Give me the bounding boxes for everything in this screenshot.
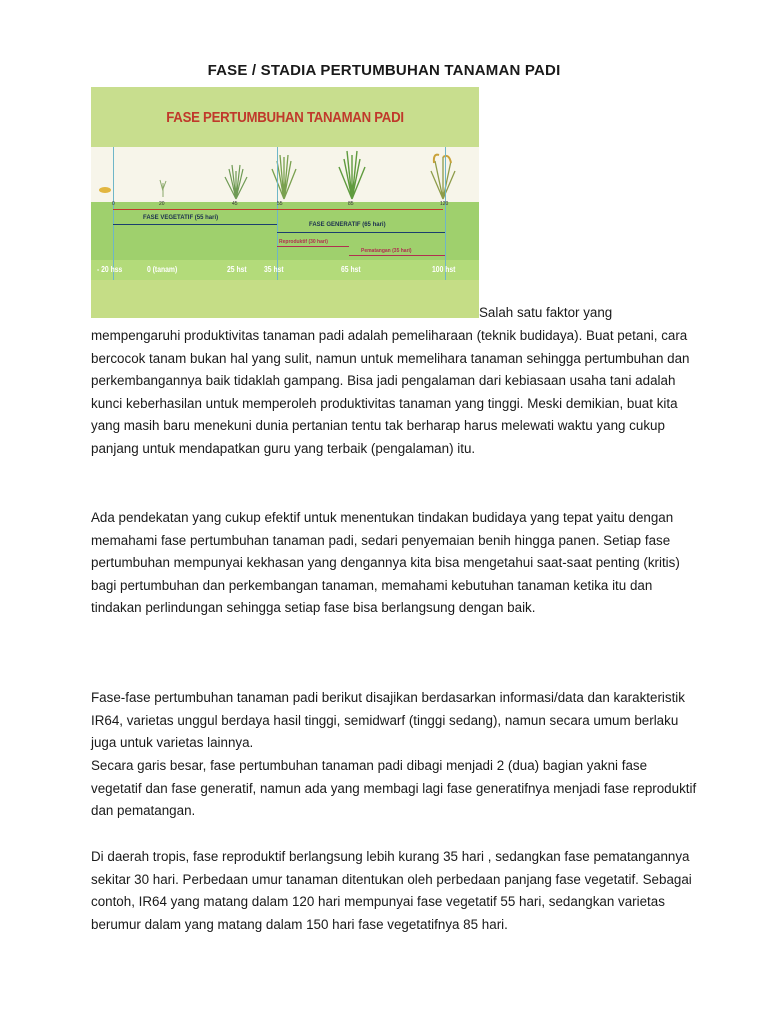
divider-line <box>277 147 278 280</box>
phase-band <box>91 202 479 260</box>
plant-stages-strip <box>91 147 479 202</box>
generative-phase-label: FASE GENERATIF (65 hari) <box>309 222 386 228</box>
figure-footer <box>91 280 479 318</box>
stage-label: 25 hst <box>227 265 247 274</box>
vegetative-phase-bar <box>113 224 277 225</box>
seedling-icon <box>160 180 166 197</box>
day-tick: 120 <box>440 201 449 207</box>
ripening-phase-label: Pematangan (35 hari) <box>361 248 412 254</box>
divider-line <box>445 147 446 280</box>
paragraph-phases: Secara garis besar, fase pertumbuhan tanaman padi dibagi menjadi 2 (dua) bagian yakni fase vegetatif dan fase generatif, namun ada yang membagi lagi fase generatifnya menjadi fase reproduktif dan pematangan. <box>91 758 697 819</box>
stage-label: 100 hst <box>432 265 456 274</box>
flowering-plant-icon <box>339 151 365 199</box>
day-tick: 45 <box>232 201 238 207</box>
paragraph-intro: mempengaruhi produktivitas tanaman padi adalah pemeliharaan (teknik budidaya). Buat petani, cara bercocok tanam bukan hal yang sulit, namun untuk memelihara tanaman sehingga pertumbuhan dan perkembangannya baik tidaklah gampang. Bisa jadi pengalaman dari kebiasaan usaha tani adalah kunci keberhasilan untuk memperoleh produktivitas tanaman yang tinggi. Meski demikian, buat kita yang masih baru menekuni dunia pertanian tentu tak berharap harus melewati waktu yang cukup panjang untuk mendapatkan guru yang terbaik (pengalaman) itu. <box>91 328 690 456</box>
day-tick: 85 <box>348 201 354 207</box>
paragraph-approach: Ada pendekatan yang cukup efektif untuk menentukan tindakan budidaya yang tepat yaitu dengan memahami fase pertumbuhan tanaman padi, sedari penyemaian benih hingga panen. Setiap fase pertumbuhan mempunyai kekhasan yang dengannya kita bisa mengetahui saat-saat penting (kritis) bagi pertumbuhan dan perkembangan tanaman, memahami kebutuhan tanaman ketika itu dan tindakan perlindungan sehingga setiap fase bisa berlangsung dengan baik. <box>91 510 680 616</box>
seed-icon <box>99 187 111 193</box>
stage-label: 65 hst <box>341 265 361 274</box>
day-tick: 0 <box>112 201 115 207</box>
divider-line <box>113 147 114 280</box>
paragraph-tropics: Di daerah tropis, fase reproduktif berlangsung lebih kurang 35 hari , sedangkan fase pematangannya sekitar 30 hari. Perbedaan umur tanaman ditentukan oleh perbedaan panjang fase vegetatif. Sebagai contoh, IR64 yang matang dalam 120 hari mempunyai fase vegetatif 55 hari, sedangkan varietas berumur dalam yang matang dalam 150 hari fase vegetatifnya 85 hari. <box>91 849 692 932</box>
document-title: FASE / STADIA PERTUMBUHAN TANAMAN PADI <box>207 62 561 79</box>
stage-label: 0 (tanam) <box>147 265 178 274</box>
stage-label: 35 hst <box>264 265 284 274</box>
intro-first-line: Salah satu faktor yang <box>479 305 613 320</box>
ripening-phase-bar <box>349 255 445 256</box>
reproductive-phase-bar <box>277 246 349 247</box>
reproductive-phase-label: Reproduktif (30 hari) <box>279 239 328 245</box>
paragraph-ir64: Fase-fase pertumbuhan tanaman padi berikut disajikan berdasarkan informasi/data dan karakteristik IR64, varietas unggul berdaya hasil tinggi, semidwarf (tinggi sedang), namun secara umum berlaku juga untuk varietas lainnya. <box>91 690 685 751</box>
mature-plant-icon <box>431 155 455 199</box>
day-tick: 55 <box>277 201 283 207</box>
stage-label: - 20 hss <box>97 265 123 274</box>
vegetative-phase-label: FASE VEGETATIF (55 hari) <box>143 215 219 221</box>
figure-title: FASE PERTUMBUHAN TANAMAN PADI <box>166 109 404 126</box>
timeline-axis <box>113 209 443 210</box>
tillering-plant-icon <box>225 165 247 199</box>
growth-phase-figure <box>91 87 479 318</box>
generative-phase-bar <box>277 232 445 233</box>
rice-plant-illustrations <box>91 147 479 202</box>
day-tick: 20 <box>159 201 165 207</box>
booting-plant-icon <box>272 155 296 199</box>
